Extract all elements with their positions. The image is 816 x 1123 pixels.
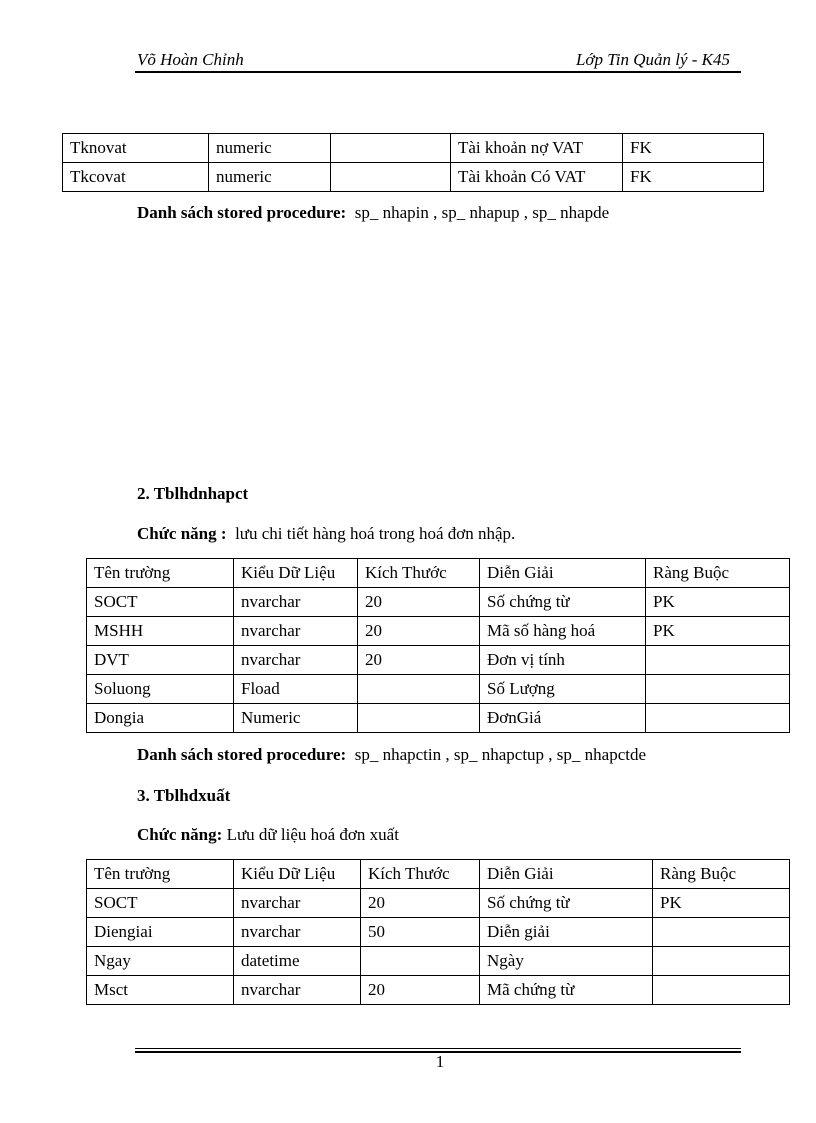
table-cell: Tài khoản nợ VAT	[451, 134, 623, 163]
function-text: lưu chi tiết hàng hoá trong hoá đơn nhập.	[235, 524, 516, 543]
table-cell: Tkcovat	[63, 163, 209, 192]
function-line	[137, 825, 399, 845]
table-cell	[653, 918, 790, 947]
table-cell	[653, 976, 790, 1005]
table-cell: nvarchar	[234, 617, 358, 646]
table-cell: Diengiai	[87, 918, 234, 947]
table-header-cell: Diễn Giải	[480, 860, 653, 889]
table-cell: Fload	[234, 675, 358, 704]
table-row	[87, 704, 790, 733]
table-header-row	[87, 860, 790, 889]
table-cell: 20	[358, 646, 480, 675]
table-cell: Mã chứng từ	[480, 976, 653, 1005]
table-cell: nvarchar	[234, 588, 358, 617]
function-label: Chức năng :	[137, 524, 227, 543]
page-number: 1	[435, 1052, 445, 1071]
table-cell: PK	[653, 889, 790, 918]
sp-text: sp_ nhapin , sp_ nhapup , sp_ nhapde	[354, 203, 610, 222]
table-header-cell: Ràng Buộc	[646, 559, 790, 588]
table-cell: Ngày	[480, 947, 653, 976]
table-cell: Tài khoản Có VAT	[451, 163, 623, 192]
table-header-cell: Kiểu Dữ Liệu	[234, 860, 361, 889]
table-cell: SOCT	[87, 588, 234, 617]
table-cell: PK	[646, 617, 790, 646]
table-cell: PK	[646, 588, 790, 617]
table-cell: Soluong	[87, 675, 234, 704]
sp-list-2	[137, 745, 646, 765]
table-header-cell: Tên trường	[87, 559, 234, 588]
table-cell	[653, 947, 790, 976]
table-row	[87, 976, 790, 1005]
table-tblhdnhapct	[86, 558, 790, 733]
section-title: 2. Tblhdnhapct	[137, 484, 249, 503]
table-header-cell: Kiểu Dữ Liệu	[234, 559, 358, 588]
function-text: Lưu dữ liệu hoá đơn xuất	[226, 825, 399, 844]
table-cell: Tknovat	[63, 134, 209, 163]
table-cell: numeric	[209, 134, 331, 163]
table-cell	[646, 675, 790, 704]
header-class: Lớp Tin Quản lý - K45	[575, 50, 730, 69]
header-author: Võ Hoàn Chỉnh	[137, 50, 244, 69]
table-row	[87, 646, 790, 675]
table-tblhdxuat	[86, 859, 790, 1005]
table-cell: Mã số hàng hoá	[480, 617, 646, 646]
table-row	[87, 617, 790, 646]
table-cell	[361, 947, 480, 976]
table-cell: 20	[358, 588, 480, 617]
table-cell	[358, 675, 480, 704]
table-cell: nvarchar	[234, 918, 361, 947]
table-cell: Số chứng từ	[480, 889, 653, 918]
table-cell: 50	[361, 918, 480, 947]
table-cell: numeric	[209, 163, 331, 192]
table-cell: FK	[623, 163, 764, 192]
table-cell: MSHH	[87, 617, 234, 646]
table-cell	[646, 704, 790, 733]
table-cell: SOCT	[87, 889, 234, 918]
footer-rule	[135, 1048, 741, 1049]
table-cell: DVT	[87, 646, 234, 675]
header-rule	[135, 71, 741, 73]
table-cell: 20	[358, 617, 480, 646]
table-header-cell: Diễn Giải	[480, 559, 646, 588]
table-cell: 20	[361, 889, 480, 918]
table-header-cell: Kích Thước	[361, 860, 480, 889]
function-label: Chức năng:	[137, 825, 223, 844]
table-row	[87, 588, 790, 617]
table-cell: Ngay	[87, 947, 234, 976]
table-header-row	[87, 559, 790, 588]
table-cell: datetime	[234, 947, 361, 976]
table-row	[87, 918, 790, 947]
table-cell: Numeric	[234, 704, 358, 733]
table-row	[87, 947, 790, 976]
sp-text: sp_ nhapctin , sp_ nhapctup , sp_ nhapctde	[354, 745, 647, 764]
table-cell: Số Lượng	[480, 675, 646, 704]
table-cell: Msct	[87, 976, 234, 1005]
table-cell: ĐơnGiá	[480, 704, 646, 733]
section-title: 3. Tblhdxuất	[137, 786, 231, 805]
table-cell: Đơn vị tính	[480, 646, 646, 675]
table-header-cell: Tên trường	[87, 860, 234, 889]
table-cell	[331, 134, 451, 163]
table-header-cell: Kích Thước	[358, 559, 480, 588]
function-line	[137, 524, 515, 544]
table-cell: nvarchar	[234, 889, 361, 918]
table-row	[87, 675, 790, 704]
table-header-cell: Ràng Buộc	[653, 860, 790, 889]
table-cell	[358, 704, 480, 733]
sp-label: Danh sách stored procedure:	[137, 203, 347, 222]
sp-label: Danh sách stored procedure:	[137, 745, 347, 764]
table-row	[87, 889, 790, 918]
table-cell: Diễn giải	[480, 918, 653, 947]
table-cell	[646, 646, 790, 675]
table-cell: nvarchar	[234, 646, 358, 675]
table-cell: 20	[361, 976, 480, 1005]
table-continuation	[62, 133, 764, 192]
table-row	[63, 163, 764, 192]
table-cell: FK	[623, 134, 764, 163]
table-cell: nvarchar	[234, 976, 361, 1005]
sp-list-1	[137, 203, 609, 223]
table-cell: Dongia	[87, 704, 234, 733]
table-row	[63, 134, 764, 163]
table-cell: Số chứng từ	[480, 588, 646, 617]
table-cell	[331, 163, 451, 192]
